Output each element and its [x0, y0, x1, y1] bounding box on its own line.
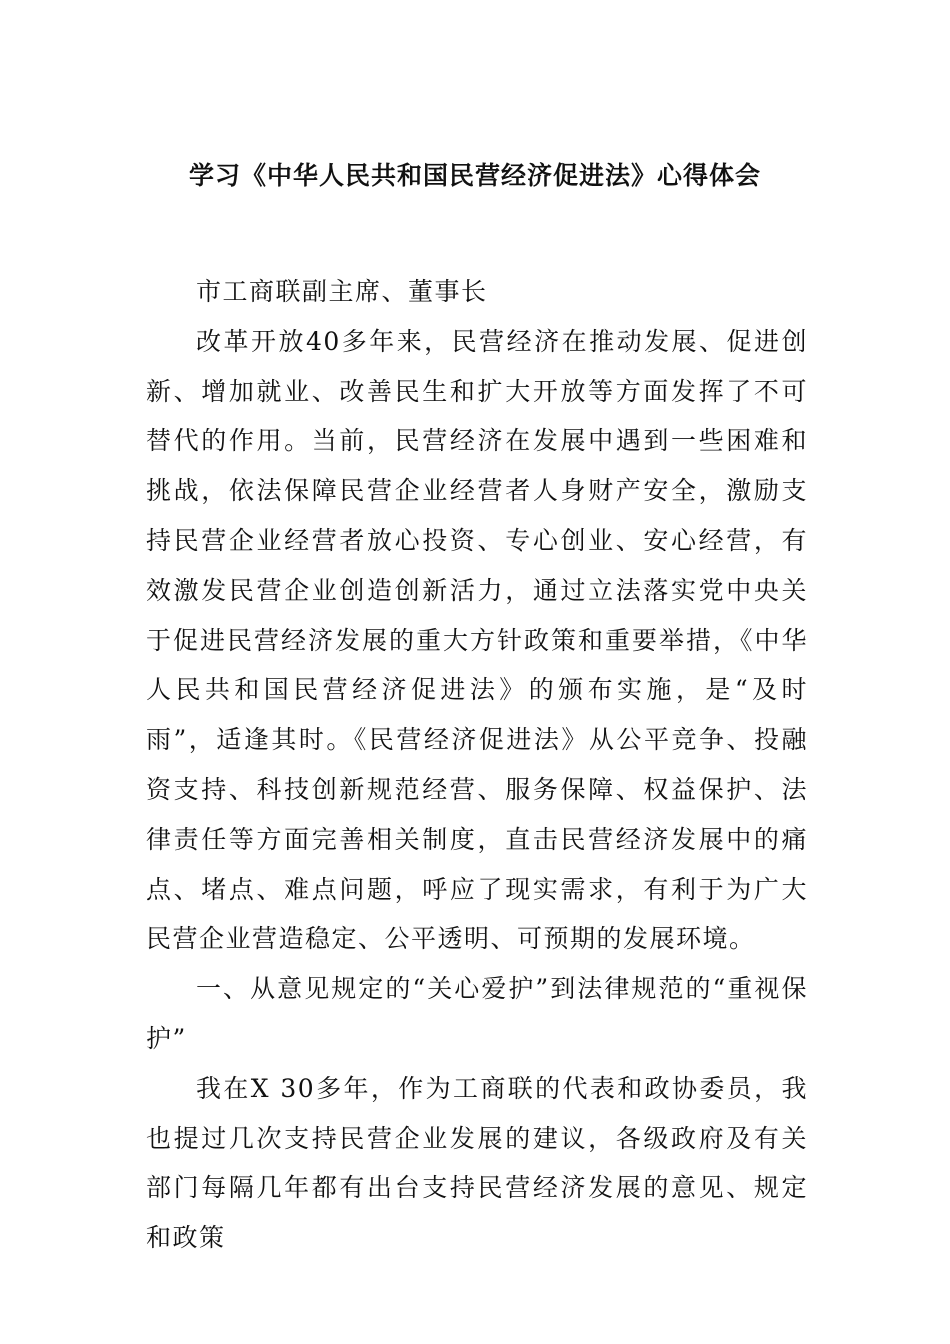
document-body — [146, 267, 808, 1263]
author-line: 市工商联副主席、董事长 — [196, 277, 488, 306]
document-title: 学习《中华人民共和国民营经济促进法》心得体会 — [188, 161, 761, 190]
section-heading-1: 一、从意见规定的“关心爱护”到法律规范的“重视保护” — [146, 974, 808, 1053]
paragraph-intro: 改革开放40多年来，民营经济在推动发展、促进创新、增加就业、改善民生和扩大开放等方面发挥了不可替代的作用。当前，民营经济在发展中遇到一些困难和挑战，依法保障民营企业经营者人身财产安全，激励支持民营企业经营者放心投资、专心创业、安心经营，有效激发民营企业创造创新活力，通过立法落实党中央关于促进民营经济发展的重大方针政策和重要举措，《中华人民共和国民营经济促进法》的颁布实施，是“及时雨”，适逢其时。《民营经济促进法》从公平竞争、投融资支持、科技创新规范经营、服务保障、权益保护、法律责任等方面完善相关制度，直击民营经济发展中的痛点、堵点、难点问题，呼应了现实需求，有利于为广大民营企业营造稳定、公平透明、可预期的发展环境。 — [146, 326, 808, 954]
paragraph-section-1: 我在X 30多年，作为工商联的代表和政协委员，我也提过几次支持民营企业发展的建议，各级政府及有关部门每隔几年都有出台支持民营经济发展的意见、规定和政策 — [146, 1073, 808, 1253]
